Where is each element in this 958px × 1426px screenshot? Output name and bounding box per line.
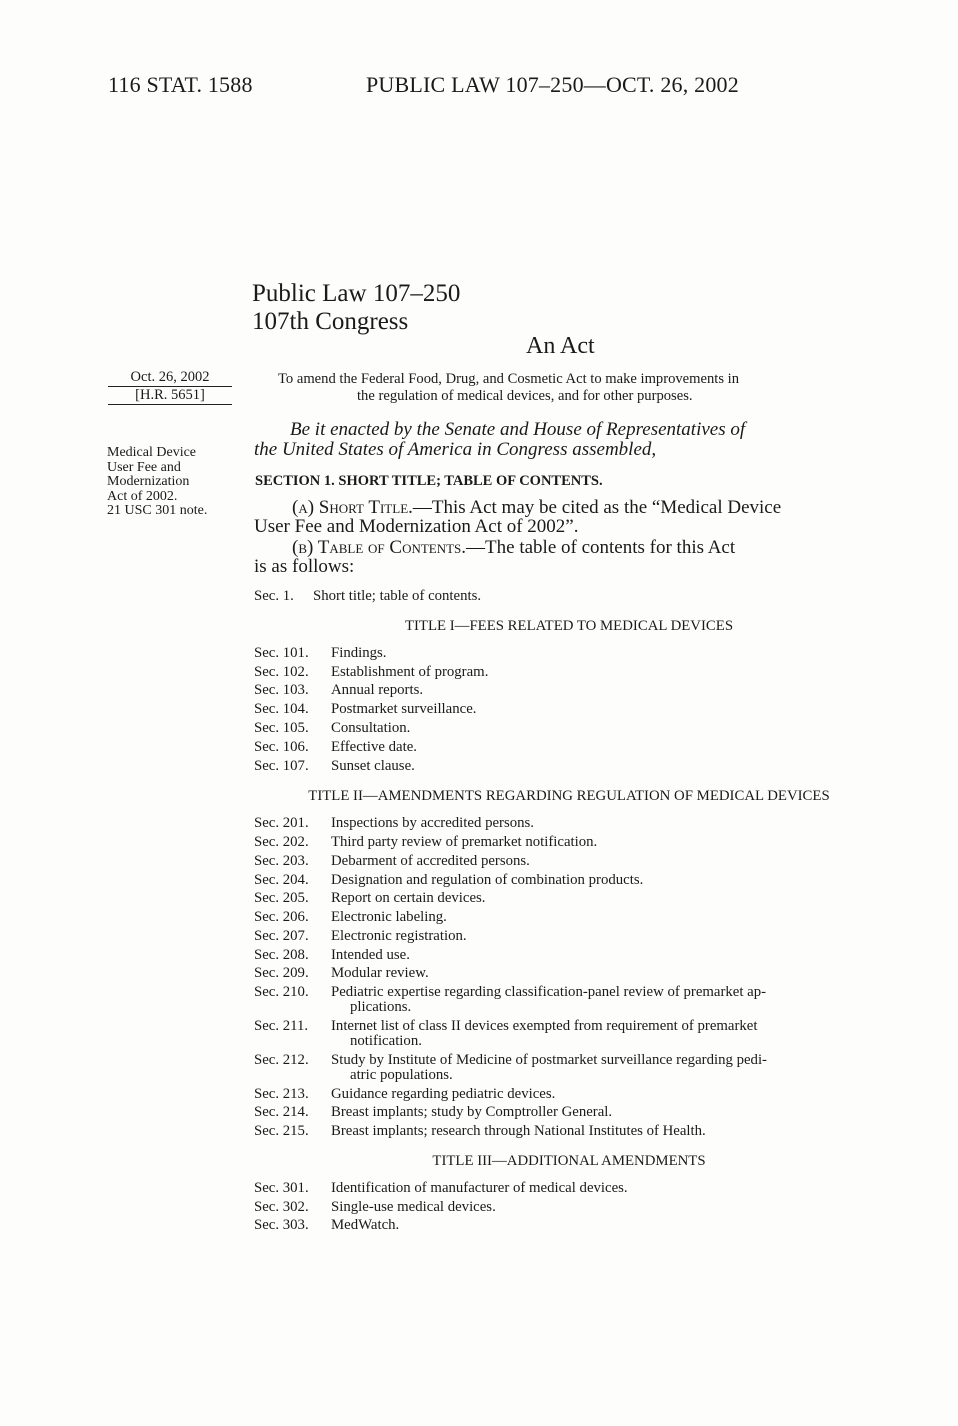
toc-entry-label: Sec. 206. [254, 909, 309, 925]
toc-entry-label: Sec. 104. [254, 701, 309, 717]
toc-entry-label: Sec. 302. [254, 1199, 309, 1215]
toc-text-cont: is as follows: [254, 556, 355, 577]
toc-entry-text: Postmarket surveillance. [331, 701, 477, 717]
toc-entry-label: Sec. 101. [254, 645, 309, 661]
toc-entry-text: Designation and regulation of combination products. [331, 872, 644, 888]
toc-entry-text: Findings. [331, 645, 387, 661]
toc-entry-text: Report on certain devices. [331, 890, 486, 906]
toc-entry [254, 1018, 884, 1050]
toc-entry-label: Sec. 1. [254, 588, 294, 604]
toc-entry-text: Pediatric expertise regarding classification-panel review of premarket ap- [331, 984, 767, 1000]
toc-entry-text: Study by Institute of Medicine of postmarket surveillance regarding pedi- [331, 1052, 767, 1068]
toc-entry-text: MedWatch. [331, 1217, 400, 1233]
margin-act-note [107, 446, 247, 519]
toc-entry-text: Internet list of class II devices exempted from requirement of premarket [331, 1018, 758, 1034]
toc-entry-label: Sec. 211. [254, 1018, 309, 1034]
toc-entry-text: Establishment of program. [331, 664, 489, 680]
toc-text: —The table of contents for this Act [466, 537, 736, 558]
toc-entry-label: Sec. 202. [254, 834, 309, 850]
table-of-contents [254, 0, 894, 1426]
page-header-stat: 116 STAT. 1588 [108, 72, 253, 97]
enacting-line: the United States of America in Congress assembled, [254, 439, 657, 460]
toc-title-heading: TITLE I—FEES RELATED TO MEDICAL DEVICES [404, 618, 734, 634]
law-title: Public Law 107–250 [252, 280, 461, 307]
toc-entry-text: Intended use. [331, 947, 410, 963]
margin-act-line: User Fee and [107, 459, 181, 475]
toc-entry [254, 984, 884, 1016]
toc-label: (b) Table of Contents. [292, 537, 467, 558]
short-title-label: (a) Short Title. [292, 497, 413, 518]
toc-entry-label: Sec. 214. [254, 1104, 309, 1120]
toc-entry-label: Sec. 102. [254, 664, 309, 680]
margin-act-line: Act of 2002. [107, 488, 178, 504]
toc-entry-text: Effective date. [331, 739, 417, 755]
toc-entry-text: Inspections by accredited persons. [331, 815, 534, 831]
section-heading: SECTION 1. SHORT TITLE; TABLE OF CONTENTS. [255, 473, 603, 489]
toc-entry-label: Sec. 204. [254, 872, 309, 888]
margin-act-line: Modernization [107, 474, 190, 489]
toc-entry-label: Sec. 107. [254, 758, 309, 774]
toc-entry-label: Sec. 106. [254, 739, 309, 755]
short-title-text: —This Act may be cited as the “Medical Device [412, 497, 782, 518]
toc-entry-label: Sec. 213. [254, 1086, 309, 1102]
toc-entry-text-cont: plications. [350, 999, 412, 1015]
page-header-law: PUBLIC LAW 107–250—OCT. 26, 2002 [366, 72, 739, 97]
toc-entry-label: Sec. 207. [254, 928, 309, 944]
toc-entry-label: Sec. 208. [254, 947, 309, 963]
toc-entry-label: Sec. 205. [254, 890, 309, 906]
toc-entry-label: Sec. 201. [254, 815, 309, 831]
toc-entry-label: Sec. 209. [254, 965, 309, 981]
toc-entry [254, 1052, 884, 1084]
toc-entry-label: Sec. 301. [254, 1180, 309, 1196]
purpose-line: To amend the Federal Food, Drug, and Cosmetic Act to make improvements in [278, 371, 740, 387]
short-title-text-cont: User Fee and Modernization Act of 2002”. [254, 516, 579, 537]
toc-entry-text: Identification of manufacturer of medical devices. [331, 1180, 628, 1196]
toc-entry-text: Debarment of accredited persons. [331, 853, 530, 869]
congress-title: 107th Congress [252, 308, 409, 335]
toc-entry-text-cont: atric populations. [350, 1067, 453, 1083]
an-act-heading: An Act [526, 333, 595, 359]
toc-entry-text: Breast implants; research through National Institutes of Health. [331, 1123, 706, 1139]
toc-entry-label: Sec. 210. [254, 984, 309, 1000]
toc-title-heading: TITLE III—ADDITIONAL AMENDMENTS [432, 1153, 706, 1169]
margin-act-line: 21 USC 301 note. [107, 503, 208, 518]
toc-entry-text: Sunset clause. [331, 758, 415, 774]
toc-entry-text: Modular review. [331, 965, 429, 981]
margin-bill-number: [H.R. 5651] [108, 386, 232, 405]
toc-entry-label: Sec. 303. [254, 1217, 309, 1233]
toc-entry-label: Sec. 103. [254, 682, 309, 698]
toc-entry-text-cont: notification. [350, 1033, 422, 1049]
toc-entry-text: Annual reports. [331, 682, 424, 698]
toc-entry-text: Short title; table of contents. [313, 588, 482, 604]
enacting-line: Be it enacted by the Senate and House of Representatives of [290, 419, 746, 440]
toc-entry-label: Sec. 212. [254, 1052, 309, 1068]
margin-act-line: Medical Device [107, 445, 197, 460]
toc-entry-text: Electronic registration. [331, 928, 467, 944]
toc-entry-text: Third party review of premarket notification. [331, 834, 598, 850]
toc-entry-text: Consultation. [331, 720, 411, 736]
toc-entry-text: Electronic labeling. [331, 909, 447, 925]
toc-entry-text: Breast implants; study by Comptroller General. [331, 1104, 613, 1120]
toc-entry-text: Single-use medical devices. [331, 1199, 496, 1215]
toc-entry-label: Sec. 203. [254, 853, 309, 869]
margin-date: Oct. 26, 2002 [130, 369, 210, 385]
toc-title-heading: TITLE II—AMENDMENTS REGARDING REGULATION OF MEDICAL DEVICES [308, 788, 830, 804]
toc-entry-text: Guidance regarding pediatric devices. [331, 1086, 556, 1102]
toc-entry-label: Sec. 215. [254, 1123, 309, 1139]
purpose-line: the regulation of medical devices, and for other purposes. [357, 388, 693, 404]
toc-entry-label: Sec. 105. [254, 720, 309, 736]
